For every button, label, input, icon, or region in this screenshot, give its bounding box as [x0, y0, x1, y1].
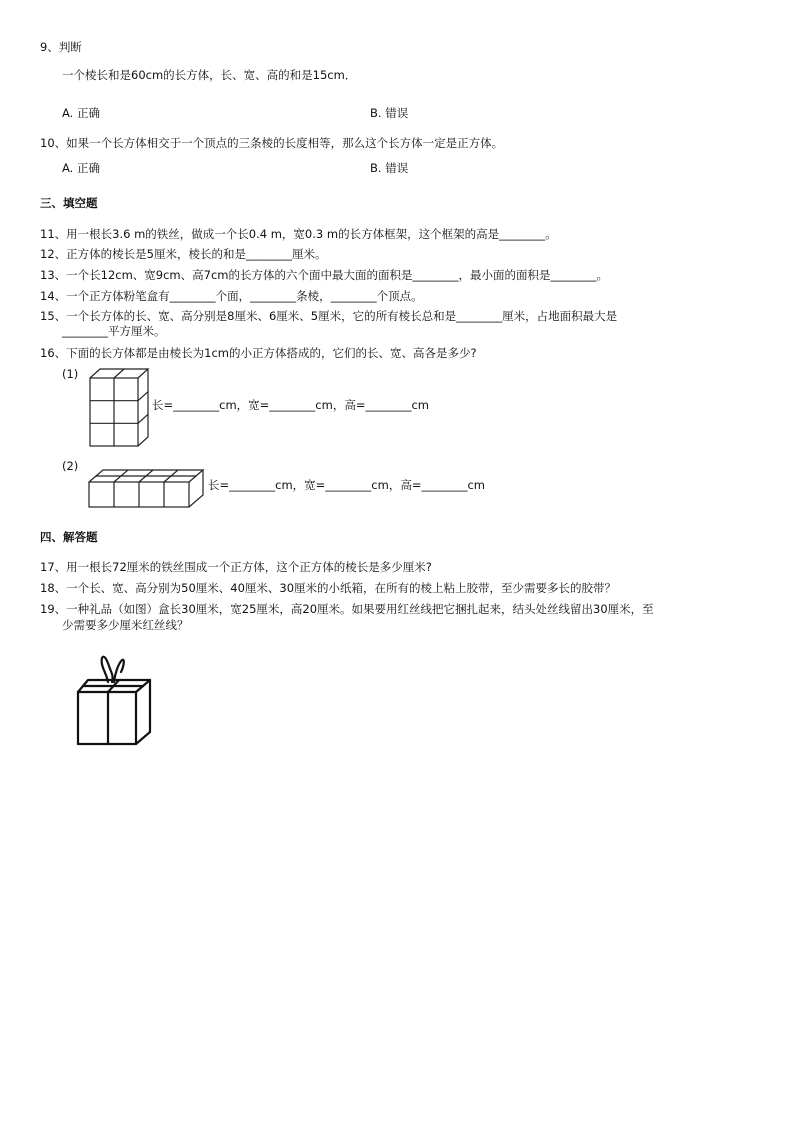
q11-text: 11、用一根长3.6 m的铁丝，做成一个长0.4 m，宽0.3 m的长方体框架，这个框架的高是________。 — [40, 227, 557, 241]
q14-text: 14、一个正方体粉笔盒有________个面，________条棱，________个顶点。 — [40, 289, 423, 303]
q19-line1: 19、一种礼品（如图）盒长30厘米，宽25厘米，高20厘米。如果要用红丝线把它捆扎起来，结头处丝线留出30厘米，至 — [40, 602, 654, 616]
q18-text: 18、一个长、宽、高分别为50厘米、40厘米、30厘米的小纸箱，在所有的棱上粘上胶带，至少需要多长的胶带？ — [40, 581, 617, 595]
q10-text: 10、如果一个长方体相交于一个顶点的三条棱的长度相等，那么这个长方体一定是正方体。 — [40, 136, 504, 150]
q16-part2-answer: 长=________cm，宽=________cm，高=________cm — [208, 478, 485, 492]
q15-line1: 15、一个长方体的长、宽、高分别是8厘米、6厘米、5厘米，它的所有棱长总和是________厘米，占地面积最大是 — [40, 309, 618, 323]
q9-statement: 一个棱长和是60cm的长方体，长、宽、高的和是15cm． — [62, 68, 357, 82]
q15-line2: ________平方厘米。 — [62, 324, 166, 338]
q16-part1-answer: 长=________cm，宽=________cm，高=________cm — [152, 398, 429, 412]
q12-text: 12、正方体的棱长是5厘米，棱长的和是________厘米。 — [40, 247, 327, 261]
q16-figure1-cuboid — [88, 366, 152, 448]
q19-line2: 少需要多少厘米红丝线？ — [62, 618, 189, 632]
q9-number: 9、判断 — [40, 40, 82, 54]
q13-text: 13、一个长12cm、宽9cm、高7cm的长方体的六个面中最大面的面积是________，最小面的面积是________。 — [40, 268, 608, 282]
q16-part2-label: (2) — [62, 459, 79, 473]
q10-option-a[interactable]: A. 正确 — [62, 161, 100, 175]
gift-box-figure — [74, 652, 156, 746]
section-3-title: 三、填空题 — [40, 196, 98, 210]
q10-option-b[interactable]: B. 错误 — [370, 161, 409, 175]
q9-option-b[interactable]: B. 错误 — [370, 106, 409, 120]
q17-text: 17、用一根长72厘米的铁丝围成一个正方体，这个正方体的棱长是多少厘米? — [40, 560, 432, 574]
q16-figure2-cuboid — [87, 467, 205, 511]
q9-option-a[interactable]: A. 正确 — [62, 106, 100, 120]
q16-part1-label: (1) — [62, 367, 79, 381]
q16-text: 16、下面的长方体都是由棱长为1cm的小正方体搭成的，它们的长、宽、高各是多少? — [40, 346, 477, 360]
section-4-title: 四、解答题 — [40, 530, 98, 544]
